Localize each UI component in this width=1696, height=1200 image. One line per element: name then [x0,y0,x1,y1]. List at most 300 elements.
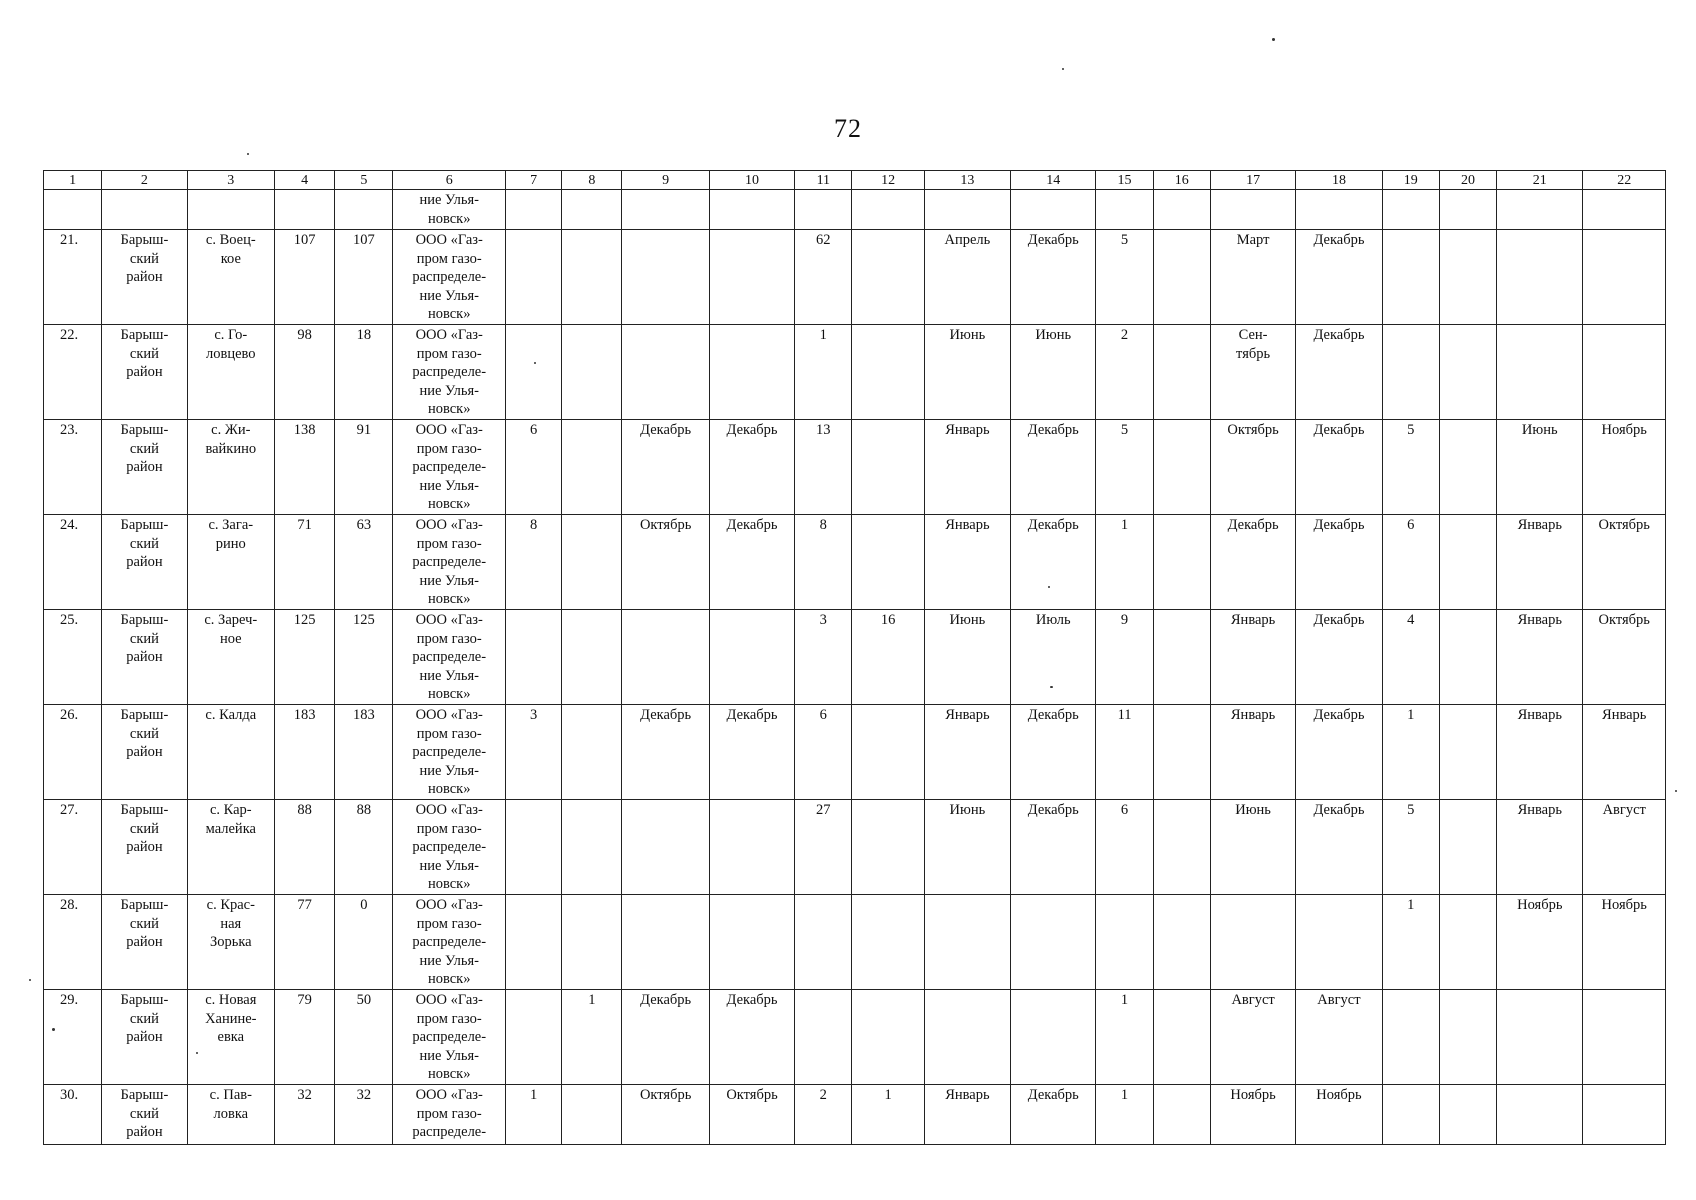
col13-month-cell [924,990,1010,1085]
district-cell-line: район [126,459,163,475]
district-cell-line: Барыш- [120,1087,169,1103]
settlement-cell-line: с. Воец- [205,232,256,248]
organization-cell-line: распределе- [412,744,487,760]
column-number-10: 10 [709,171,794,190]
organization-cell [393,610,505,705]
organization-cell-line: пром газо- [416,915,482,932]
col8-value-cell [562,705,622,800]
col13-month-cell: Январь [924,1085,1010,1145]
col16-value-cell [1153,895,1210,990]
col5-value-cell: 88 [335,800,393,895]
col18-month-cell: Декабрь [1296,610,1382,705]
col5-value-cell: 32 [335,1085,393,1145]
page-number: 72 [834,114,862,143]
col7-value-cell [505,800,561,895]
col14-month-cell [1011,895,1096,990]
district-cell-line: Барыш- [120,897,169,913]
district-cell-line: район [126,1029,163,1045]
empty-cell [795,190,852,230]
organization-cell-line: ООО «Газ- [415,232,483,248]
district-cell-line: ский [129,440,159,457]
column-number-4: 4 [274,171,334,190]
row-number-cell: 30. [44,1085,102,1145]
col21-month-cell [1497,1085,1583,1145]
table-row [44,1085,1666,1145]
district-cell [102,230,187,325]
empty-cell [1583,190,1666,230]
settlement-cell-line: ловка [213,1105,249,1122]
settlement-cell [187,230,274,325]
district-cell-line: район [126,364,163,380]
table-row [44,420,1666,515]
column-number-2: 2 [102,171,187,190]
district-cell-line: Барыш- [120,232,169,248]
col5-value-cell: 183 [335,705,393,800]
district-cell-line: ский [129,725,159,742]
district-cell-line: район [126,839,163,855]
col9-month-cell: Октябрь [622,515,709,610]
col8-value-cell [562,800,622,895]
row-number-cell: 25. [44,610,102,705]
col18-month-cell: Декабрь [1296,515,1382,610]
column-number-15: 15 [1096,171,1153,190]
col22-month-cell [1583,230,1666,325]
settlement-cell-line: Зорька [209,934,252,950]
col5-value-cell: 91 [335,420,393,515]
col7-value-cell [505,325,561,420]
col15-value-cell: 5 [1096,230,1153,325]
empty-cell [924,190,1010,230]
empty-cell [1153,190,1210,230]
row-number-cell: 23. [44,420,102,515]
col8-value-cell [562,515,622,610]
organization-cell [393,990,505,1085]
scan-speck [247,153,249,155]
settlement-cell-line: с. Кар- [209,802,252,818]
organization-cell-line: новск» [427,1066,471,1082]
organization-cell [393,230,505,325]
table-row [44,515,1666,610]
col11-value-cell: 62 [795,230,852,325]
settlement-cell [187,420,274,515]
col7-value-cell [505,230,561,325]
organization-cell-line: пром газо- [416,1105,482,1122]
settlement-cell-line: с. Калда [205,707,257,723]
empty-cell [1382,190,1439,230]
col22-month-cell [1583,990,1666,1085]
organization-cell-line: пром газо- [416,725,482,742]
col18-month-cell: Декабрь [1296,705,1382,800]
col8-value-cell [562,230,622,325]
col17-month-cell [1210,895,1295,990]
col21-month-cell [1497,990,1583,1085]
empty-cell [1096,190,1153,230]
col9-month-cell [622,325,709,420]
col16-value-cell [1153,325,1210,420]
column-number-6: 6 [393,171,505,190]
column-number-17: 17 [1210,171,1295,190]
col20-value-cell [1439,610,1496,705]
district-cell-line: ский [129,1105,159,1122]
col9-month-cell [622,895,709,990]
column-number-5: 5 [335,171,393,190]
column-number-16: 16 [1153,171,1210,190]
col4-value-cell: 32 [274,1085,334,1145]
col15-value-cell: 1 [1096,990,1153,1085]
organization-cell [393,325,505,420]
col5-value-cell: 107 [335,230,393,325]
col15-value-cell [1096,895,1153,990]
district-cell-line: ский [129,820,159,837]
col14-month-cell: Июль [1011,610,1096,705]
col21-month-cell: Ноябрь [1497,895,1583,990]
col4-value-cell: 79 [274,990,334,1085]
col18-month-cell: Август [1296,990,1382,1085]
table-row [44,990,1666,1085]
scan-speck [1062,68,1064,70]
organization-cell-line: новск» [427,401,471,417]
col8-value-cell [562,325,622,420]
district-cell-line: район [126,934,163,950]
col5-value-cell: 125 [335,610,393,705]
col20-value-cell [1439,515,1496,610]
organization-cell-line: ООО «Газ- [415,992,483,1008]
column-number-11: 11 [795,171,852,190]
col12-value-cell [852,895,924,990]
organization-cell [393,800,505,895]
col22-month-cell: Октябрь [1583,515,1666,610]
col17-month-cell-line: Октябрь [1227,422,1279,438]
col12-value-cell [852,705,924,800]
organization-cell-line: новск» [427,686,471,702]
table-row [44,705,1666,800]
col13-month-cell: Апрель [924,230,1010,325]
organization-cell-line: распределе- [412,364,487,380]
empty-cell [622,190,709,230]
organization-cell-line: распределе- [412,459,487,475]
col16-value-cell [1153,230,1210,325]
col12-value-cell: 16 [852,610,924,705]
col21-month-cell [1497,325,1583,420]
col14-month-cell: Июнь [1011,325,1096,420]
column-number-14: 14 [1011,171,1096,190]
organization-cell-line: ние Улья- [419,1047,479,1064]
table-row [44,895,1666,990]
col9-month-cell [622,230,709,325]
col7-value-cell: 6 [505,420,561,515]
col10-month-cell: Декабрь [709,420,794,515]
col15-value-cell: 6 [1096,800,1153,895]
organization-cell-line: ние Улья- [419,382,479,399]
organization-cell-line: новск» [427,781,471,797]
organization-cell-line: ООО «Газ- [415,612,483,628]
settlement-cell-line: ная [220,915,242,932]
col17-month-cell [1210,420,1295,515]
col14-month-cell: Декабрь [1011,1085,1096,1145]
col17-month-cell-line: Июнь [1235,802,1271,818]
col15-value-cell: 1 [1096,515,1153,610]
settlement-cell-line: малейка [205,820,256,837]
organization-cell-line: пром газо- [416,345,482,362]
col16-value-cell [1153,515,1210,610]
col19-value-cell: 6 [1382,515,1439,610]
organization-cell-line: ООО «Газ- [415,802,483,818]
district-cell-line: ский [129,345,159,362]
col21-month-cell: Январь [1497,705,1583,800]
organization-cell [393,895,505,990]
empty-cell [562,190,622,230]
col20-value-cell [1439,705,1496,800]
col22-month-cell: Ноябрь [1583,895,1666,990]
organization-cell-line: ние Улья- [419,667,479,684]
organization-cell-line: распределе- [412,554,487,570]
scan-speck [1675,790,1677,792]
district-cell [102,325,187,420]
settlement-cell-line: ное [219,630,242,647]
col16-value-cell [1153,610,1210,705]
row-number-cell: 29. [44,990,102,1085]
col19-value-cell [1382,325,1439,420]
empty-cell [1439,190,1496,230]
col14-month-cell: Декабрь [1011,800,1096,895]
continuation-row [44,190,1666,230]
col9-month-cell: Октябрь [622,1085,709,1145]
organization-cell-line: пром газо- [416,535,482,552]
district-cell-line: ский [129,630,159,647]
col17-month-cell-line: Сен- [1238,327,1268,343]
col22-month-cell: Ноябрь [1583,420,1666,515]
col20-value-cell [1439,325,1496,420]
organization-cell-line: ООО «Газ- [415,422,483,438]
district-cell-line: район [126,744,163,760]
organization-cell-line: ООО «Газ- [415,327,483,343]
empty-cell [1497,190,1583,230]
col12-value-cell [852,800,924,895]
settlement-cell-line: с. Крас- [206,897,255,913]
col11-value-cell [795,990,852,1085]
district-cell-line: ский [129,1010,159,1027]
col11-value-cell: 13 [795,420,852,515]
district-cell-line: Барыш- [120,517,169,533]
col20-value-cell [1439,800,1496,895]
col17-month-cell [1210,990,1295,1085]
col8-value-cell [562,1085,622,1145]
empty-cell [709,190,794,230]
organization-cell-line: пром газо- [416,250,482,267]
col21-month-cell: Январь [1497,800,1583,895]
district-cell-line: район [126,269,163,285]
col17-month-cell [1210,705,1295,800]
col17-month-cell-line: тябрь [1236,345,1271,362]
col9-month-cell [622,610,709,705]
empty-cell [1210,190,1295,230]
district-cell-line: Барыш- [120,612,169,628]
settlement-cell-line: с. Новая [205,992,257,1008]
column-number-21: 21 [1497,171,1583,190]
col19-value-cell: 5 [1382,800,1439,895]
col5-value-cell: 63 [335,515,393,610]
col8-value-cell [562,895,622,990]
scan-speck [1272,38,1275,41]
empty-cell [335,190,393,230]
col11-value-cell: 1 [795,325,852,420]
col4-value-cell: 125 [274,610,334,705]
district-cell-line: Барыш- [120,992,169,1008]
col16-value-cell [1153,1085,1210,1145]
col10-month-cell [709,230,794,325]
organization-cell-line: ние Улья- [419,857,479,874]
row-number-cell: 24. [44,515,102,610]
table-row [44,325,1666,420]
col4-value-cell: 88 [274,800,334,895]
col19-value-cell: 5 [1382,420,1439,515]
col17-month-cell [1210,610,1295,705]
column-number-19: 19 [1382,171,1439,190]
settlement-cell-line: с. Зага- [208,517,254,533]
col4-value-cell: 183 [274,705,334,800]
col10-month-cell [709,325,794,420]
organization-cell [393,1085,505,1145]
col13-month-cell: Январь [924,705,1010,800]
district-cell [102,705,187,800]
empty-cell [1011,190,1096,230]
col20-value-cell [1439,230,1496,325]
organization-cell-line: распределе- [412,649,487,665]
column-number-1: 1 [44,171,102,190]
column-number-22: 22 [1583,171,1666,190]
table-body [44,190,1666,1145]
settlement-cell-line: с. Жи- [211,422,251,438]
organization-cell [393,420,505,515]
district-cell [102,1085,187,1145]
settlement-cell [187,1085,274,1145]
district-cell [102,800,187,895]
col13-month-cell: Январь [924,515,1010,610]
column-number-8: 8 [562,171,622,190]
empty-cell [852,190,924,230]
row-number-cell: 21. [44,230,102,325]
continuation-organization-cell-line: ние Улья- [419,192,479,208]
col11-value-cell: 6 [795,705,852,800]
col12-value-cell [852,990,924,1085]
settlement-cell [187,800,274,895]
district-cell-line: район [126,554,163,570]
col10-month-cell: Октябрь [709,1085,794,1145]
col14-month-cell: Декабрь [1011,230,1096,325]
col8-value-cell [562,610,622,705]
empty-cell [505,190,561,230]
col10-month-cell [709,800,794,895]
gas-schedule-table-wrapper [43,170,1666,1145]
col19-value-cell [1382,230,1439,325]
table-row [44,800,1666,895]
settlement-cell [187,895,274,990]
col17-month-cell-line: Декабрь [1227,517,1279,533]
col7-value-cell [505,990,561,1085]
col17-month-cell [1210,800,1295,895]
col17-month-cell-line: Ноябрь [1230,1087,1276,1103]
col16-value-cell [1153,420,1210,515]
col21-month-cell: Январь [1497,515,1583,610]
row-number-cell: 28. [44,895,102,990]
district-cell-line: Барыш- [120,707,169,723]
organization-cell-line: ние Улья- [419,572,479,589]
col16-value-cell [1153,990,1210,1085]
col12-value-cell [852,325,924,420]
organization-cell-line: распределе- [412,1124,487,1140]
col18-month-cell: Декабрь [1296,420,1382,515]
col21-month-cell: Январь [1497,610,1583,705]
organization-cell-line: ние Улья- [419,287,479,304]
col14-month-cell: Декабрь [1011,420,1096,515]
empty-cell [274,190,334,230]
col10-month-cell: Декабрь [709,990,794,1085]
col19-value-cell [1382,1085,1439,1145]
column-number-20: 20 [1439,171,1496,190]
organization-cell-line: ние Улья- [419,762,479,779]
col18-month-cell: Декабрь [1296,800,1382,895]
settlement-cell-line: с. Зареч- [204,612,258,628]
col18-month-cell: Ноябрь [1296,1085,1382,1145]
column-number-7: 7 [505,171,561,190]
settlement-cell-line: кое [220,250,241,267]
col15-value-cell: 9 [1096,610,1153,705]
col10-month-cell [709,895,794,990]
col8-value-cell [562,420,622,515]
column-number-9: 9 [622,171,709,190]
col18-month-cell: Декабрь [1296,230,1382,325]
table-row [44,230,1666,325]
col12-value-cell [852,515,924,610]
scan-speck [534,362,536,364]
col17-month-cell [1210,230,1295,325]
col7-value-cell [505,610,561,705]
col15-value-cell: 11 [1096,705,1153,800]
col19-value-cell: 1 [1382,895,1439,990]
district-cell [102,895,187,990]
col20-value-cell [1439,420,1496,515]
col18-month-cell: Декабрь [1296,325,1382,420]
organization-cell-line: распределе- [412,269,487,285]
col21-month-cell: Июнь [1497,420,1583,515]
col17-month-cell [1210,1085,1295,1145]
col13-month-cell: Июнь [924,325,1010,420]
organization-cell-line: новск» [427,306,471,322]
col11-value-cell: 2 [795,1085,852,1145]
col7-value-cell: 8 [505,515,561,610]
organization-cell-line: пром газо- [416,820,482,837]
organization-cell-line: распределе- [412,839,487,855]
settlement-cell-line: с. Го- [214,327,248,343]
continuation-organization-cell [393,190,505,230]
settlement-cell-line: евка [217,1029,245,1045]
organization-cell-line: новск» [427,591,471,607]
col22-month-cell [1583,325,1666,420]
scan-speck [52,1028,55,1031]
col14-month-cell: Декабрь [1011,515,1096,610]
organization-cell-line: ООО «Газ- [415,897,483,913]
organization-cell [393,705,505,800]
col15-value-cell: 5 [1096,420,1153,515]
district-cell-line: район [126,1124,163,1140]
district-cell-line: ский [129,915,159,932]
organization-cell-line: ООО «Газ- [415,517,483,533]
col14-month-cell [1011,990,1096,1085]
col17-month-cell-line: Август [1231,992,1275,1008]
organization-cell-line: ООО «Газ- [415,1087,483,1103]
empty-cell [1296,190,1382,230]
scan-speck [196,1052,198,1054]
